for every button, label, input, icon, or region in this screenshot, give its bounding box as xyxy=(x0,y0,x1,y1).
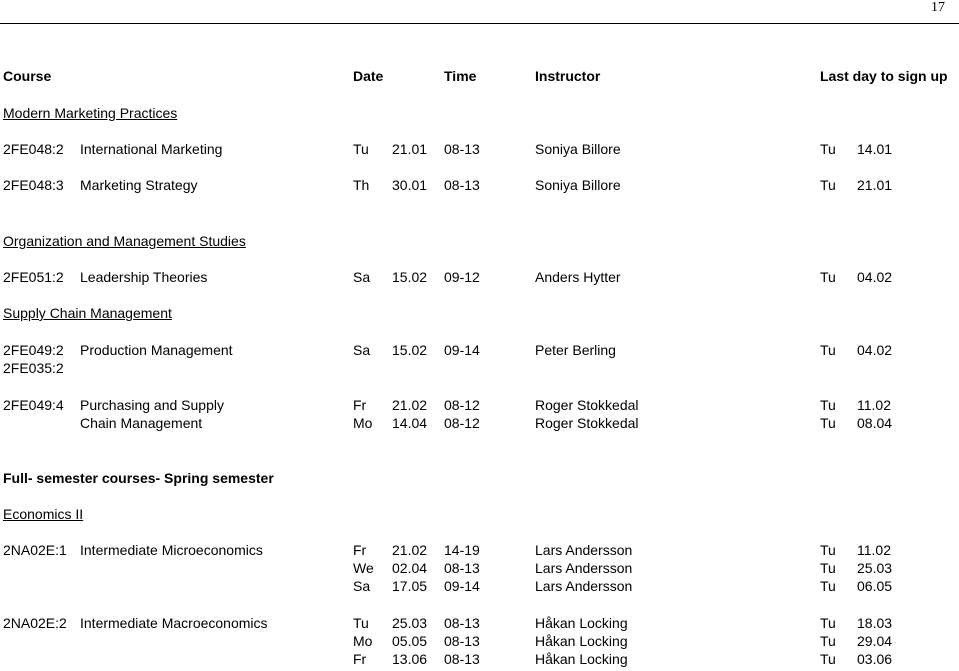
signup-date: 04.02 xyxy=(857,269,893,285)
table-row xyxy=(0,633,959,651)
course-day: Th xyxy=(353,177,370,193)
page-number: 17 xyxy=(931,0,945,15)
signup-day: Tu xyxy=(820,415,836,431)
table-row xyxy=(0,177,959,195)
header-rule xyxy=(0,23,959,24)
course-day: Mo xyxy=(353,415,373,431)
course-name: International Marketing xyxy=(80,141,223,157)
course-date: 13.06 xyxy=(392,651,428,667)
course-code: 2NA02E:2 xyxy=(3,615,67,631)
course-code: 2FE049:2 xyxy=(3,342,64,358)
course-date: 21.02 xyxy=(392,542,428,558)
table-row xyxy=(0,651,959,669)
course-day: We xyxy=(353,560,374,576)
table-row xyxy=(0,397,959,415)
course-date: 21.01 xyxy=(392,141,428,157)
signup-day: Tu xyxy=(820,342,836,358)
instructor-name: Roger Stokkedal xyxy=(535,415,639,431)
course-time: 08-12 xyxy=(444,415,480,431)
instructor-name: Lars Andersson xyxy=(535,560,633,576)
course-day: Sa xyxy=(353,269,371,285)
table-row xyxy=(0,615,959,633)
course-day: Tu xyxy=(353,615,369,631)
course-date: 05.05 xyxy=(392,633,428,649)
section-full-semester: Full- semester courses- Spring semester xyxy=(3,470,274,486)
table-row xyxy=(0,269,959,287)
course-day: Fr xyxy=(353,542,367,558)
course-name: Intermediate Microeconomics xyxy=(80,542,263,558)
course-code: 2FE049:4 xyxy=(3,397,64,413)
course-code: 2FE035:2 xyxy=(3,360,64,376)
table-row xyxy=(0,360,959,378)
signup-date: 11.02 xyxy=(857,542,891,558)
signup-day: Tu xyxy=(820,141,836,157)
course-name: Marketing Strategy xyxy=(80,177,198,193)
instructor-name: Lars Andersson xyxy=(535,542,633,558)
course-time: 09-14 xyxy=(444,578,480,594)
table-row xyxy=(0,342,959,360)
course-name: Production Management xyxy=(80,342,233,358)
section-marketing: Modern Marketing Practices xyxy=(3,105,178,121)
course-day: Tu xyxy=(353,141,369,157)
header-time: Time xyxy=(444,68,477,84)
signup-day: Tu xyxy=(820,633,836,649)
course-date: 02.04 xyxy=(392,560,428,576)
course-code: 2FE051:2 xyxy=(3,269,64,285)
section-supply-chain: Supply Chain Management xyxy=(3,305,172,321)
instructor-name: Håkan Locking xyxy=(535,651,628,667)
signup-day: Tu xyxy=(820,542,836,558)
table-row xyxy=(0,578,959,596)
header-last-day: Last day to sign up xyxy=(820,68,948,84)
table-row xyxy=(0,560,959,578)
signup-date: 11.02 xyxy=(857,397,891,413)
section-organization: Organization and Management Studies xyxy=(3,233,246,249)
course-code: 2FE048:2 xyxy=(3,141,64,157)
signup-day: Tu xyxy=(820,578,836,594)
signup-date: 06.05 xyxy=(857,578,893,594)
course-date: 15.02 xyxy=(392,269,428,285)
course-date: 25.03 xyxy=(392,615,428,631)
table-row xyxy=(0,141,959,159)
course-code: 2NA02E:1 xyxy=(3,542,67,558)
signup-day: Tu xyxy=(820,177,836,193)
course-name: Purchasing and Supply xyxy=(80,397,224,413)
course-date: 17.05 xyxy=(392,578,428,594)
instructor-name: Anders Hytter xyxy=(535,269,621,285)
course-time: 08-12 xyxy=(444,397,480,413)
instructor-name: Peter Berling xyxy=(535,342,616,358)
signup-day: Tu xyxy=(820,560,836,576)
course-time: 14-19 xyxy=(444,542,480,558)
course-time: 08-13 xyxy=(444,177,480,193)
header-instructor: Instructor xyxy=(535,68,601,84)
course-time: 09-14 xyxy=(444,342,480,358)
instructor-name: Roger Stokkedal xyxy=(535,397,639,413)
header-date: Date xyxy=(353,68,384,84)
course-time: 08-13 xyxy=(444,651,480,667)
course-name: Chain Management xyxy=(80,415,203,431)
course-time: 08-13 xyxy=(444,560,480,576)
course-date: 14.04 xyxy=(392,415,428,431)
signup-date: 21.01 xyxy=(857,177,893,193)
instructor-name: Håkan Locking xyxy=(535,615,628,631)
instructor-name: Soniya Billore xyxy=(535,177,621,193)
course-time: 08-13 xyxy=(444,141,480,157)
course-name: Intermediate Macroeconomics xyxy=(80,615,268,631)
signup-date: 08.04 xyxy=(857,415,893,431)
signup-date: 18.03 xyxy=(857,615,893,631)
course-day: Fr xyxy=(353,397,367,413)
course-day: Fr xyxy=(353,651,367,667)
section-economics: Economics II xyxy=(3,506,84,522)
course-date: 30.01 xyxy=(392,177,428,193)
course-date: 15.02 xyxy=(392,342,428,358)
course-time: 09-12 xyxy=(444,269,480,285)
signup-day: Tu xyxy=(820,397,836,413)
table-row xyxy=(0,542,959,560)
table-row xyxy=(0,415,959,433)
course-time: 08-13 xyxy=(444,615,480,631)
instructor-name: Soniya Billore xyxy=(535,141,621,157)
signup-date: 14.01 xyxy=(857,141,893,157)
signup-date: 03.06 xyxy=(857,651,893,667)
course-time: 08-13 xyxy=(444,633,480,649)
course-day: Sa xyxy=(353,578,371,594)
header-course: Course xyxy=(3,68,52,84)
course-name: Leadership Theories xyxy=(80,269,208,285)
course-date: 21.02 xyxy=(392,397,428,413)
instructor-name: Lars Andersson xyxy=(535,578,633,594)
signup-date: 25.03 xyxy=(857,560,893,576)
instructor-name: Håkan Locking xyxy=(535,633,628,649)
course-day: Sa xyxy=(353,342,371,358)
signup-date: 29.04 xyxy=(857,633,893,649)
signup-date: 04.02 xyxy=(857,342,893,358)
signup-day: Tu xyxy=(820,269,836,285)
course-day: Mo xyxy=(353,633,373,649)
signup-day: Tu xyxy=(820,651,836,667)
course-code: 2FE048:3 xyxy=(3,177,64,193)
signup-day: Tu xyxy=(820,615,836,631)
